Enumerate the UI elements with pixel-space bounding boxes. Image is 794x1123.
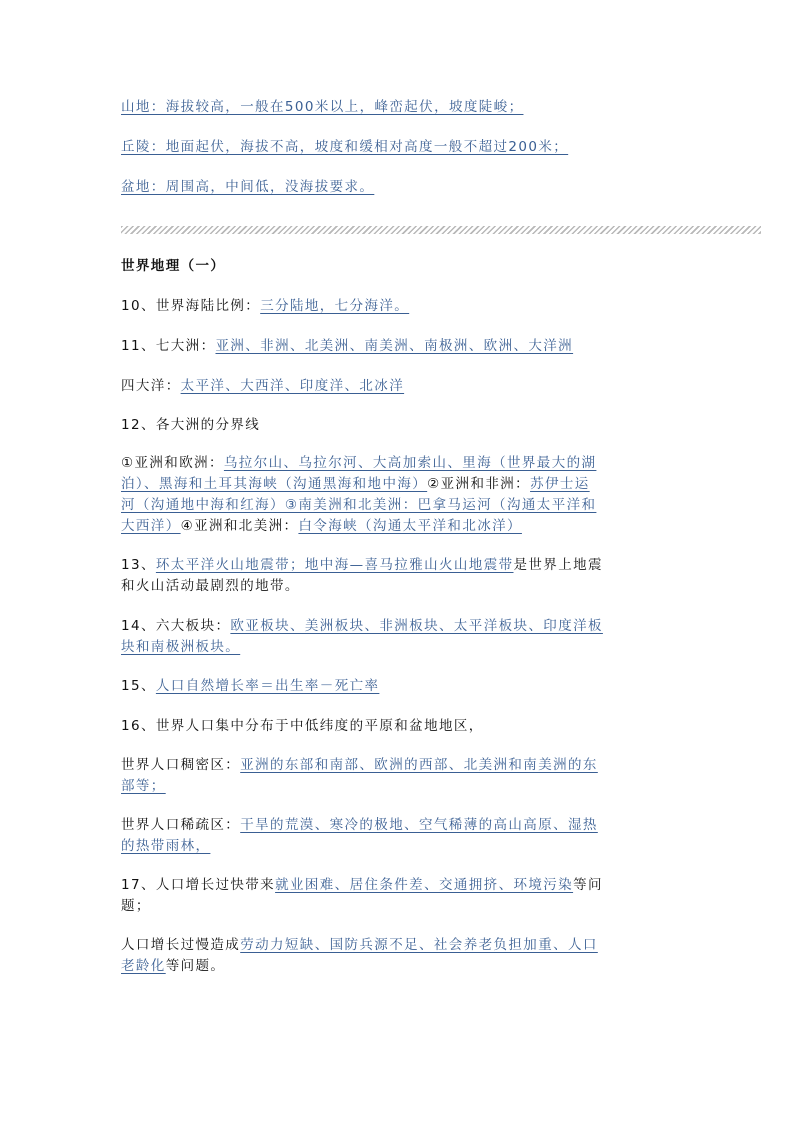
q17-label: 17、人口增长过快带来 [121,877,276,893]
oceans-label: 四大洋： [121,378,181,394]
q13-answer: 环太平洋火山地震带；地中海—喜马拉雅山火山地震带 [155,557,514,573]
q12-line4-answer: 大西洋） [121,518,181,534]
q15-answer: 人口自然增长率＝出生率－死亡率 [155,678,380,694]
q17-rest: 等问 [573,877,603,893]
q12-asia-na-answer: 白令海峡（沟通太平洋和北冰洋） [298,518,522,534]
q11-answer: 亚洲、非洲、北美洲、南美洲、南极洲、欧洲、大洋洲 [215,338,574,354]
q14-answer-2: 块和南极洲板块。 [121,639,241,655]
q12-asia-europe-label: ①亚洲和欧洲： [121,455,224,471]
basin-text: 盆地：周围高，中间低，没海拔要求。 [121,179,375,195]
hatched-divider [121,226,761,234]
q12-line-4 [121,516,522,537]
q13-rest: 是世界上地震 [513,557,603,573]
q10-answer: 三分陆地，七分海洋。 [260,298,410,314]
sparse-answer-1: 干旱的荒漠、寒冷的极地、空气稀薄的高山高原、湿热 [240,817,598,833]
q12-asia-africa-answer: 苏伊士运 [530,476,590,492]
slow-growth-line-1 [121,935,598,956]
q13-line-2: 和火山活动最剧烈的地带。 [121,578,300,594]
q14-line-2 [121,637,240,658]
slow-answer-2: 老龄化 [121,958,166,974]
dense-answer-2: 部等； [121,778,166,794]
four-oceans [121,376,404,397]
q17-line-1 [121,875,603,896]
q13-line-1 [121,555,603,576]
q14-label: 14、六大板块： [121,618,231,634]
dense-line-2 [121,776,166,797]
slow-answer-1: 劳动力短缺、国防兵源不足、社会养老负担加重、人口 [240,937,598,953]
q10-label: 10、世界海陆比例： [121,298,261,314]
q12-title: 12、各大洲的分界线 [121,417,261,433]
q11-continents [121,336,573,357]
q15-growth-rate [121,676,379,697]
q16-population-distribution: 16、世界人口集中分布于中低纬度的平原和盆地地区， [121,718,484,734]
q12-line2-answer: 泊）、黑海和土耳其海峡（沟通黑海和地中海） [121,476,428,492]
q12-line3-answer: 河（沟通地中海和红海）③南美洲和北美洲：巴拿马运河（沟通太平洋和 [121,497,597,513]
dense-answer-1: 亚洲的东部和南部、欧洲的西部、北美洲和南美洲的东 [240,757,598,773]
q15-num: 15、 [121,678,156,694]
sparse-label: 世界人口稀疏区： [121,817,241,833]
q17-line-2: 题； [121,898,151,914]
q14-line-1 [121,616,603,637]
q12-line-1 [121,453,596,474]
sparse-line-1 [121,815,598,836]
q10-land-sea-ratio [121,296,409,317]
dense-label: 世界人口稠密区： [121,757,241,773]
oceans-answer: 太平洋、大西洋、印度洋、北冰洋 [180,378,405,394]
q12-line-2 [121,474,590,495]
q12-asia-europe-answer: 乌拉尔山、乌拉尔河、大高加索山、里海（世界最大的湖 [223,455,597,471]
q12-line-3 [121,495,596,516]
hill-definition [121,137,568,158]
q14-answer-1: 欧亚板块、美洲板块、非洲板块、太平洋板块、印度洋板 [230,618,603,634]
hill-text: 丘陵：地面起伏，海拔不高，坡度和缓相对高度一般不超过200米； [121,139,569,155]
section-title: 世界地理（一） [121,258,226,274]
q12-asia-na-label: ④亚洲和北美洲： [180,518,299,534]
slow-rest: 等问题。 [165,958,226,974]
q17-answer: 就业困难、居住条件差、交通拥挤、环境污染 [275,877,574,893]
slow-growth-line-2 [121,956,225,977]
q11-label: 11、七大洲： [121,338,216,354]
mountain-text: 山地：海拔较高，一般在500米以上，峰峦起伏，坡度陡峻； [121,99,524,115]
dense-line-1 [121,755,598,776]
mountain-definition [121,97,523,118]
sparse-answer-2: 的热带雨林， [121,838,211,854]
basin-definition [121,177,374,198]
sparse-line-2 [121,836,210,857]
slow-label: 人口增长过慢造成 [121,937,241,953]
q13-num: 13、 [121,557,156,573]
q12-asia-africa-label: ②亚洲和非洲： [427,476,531,492]
